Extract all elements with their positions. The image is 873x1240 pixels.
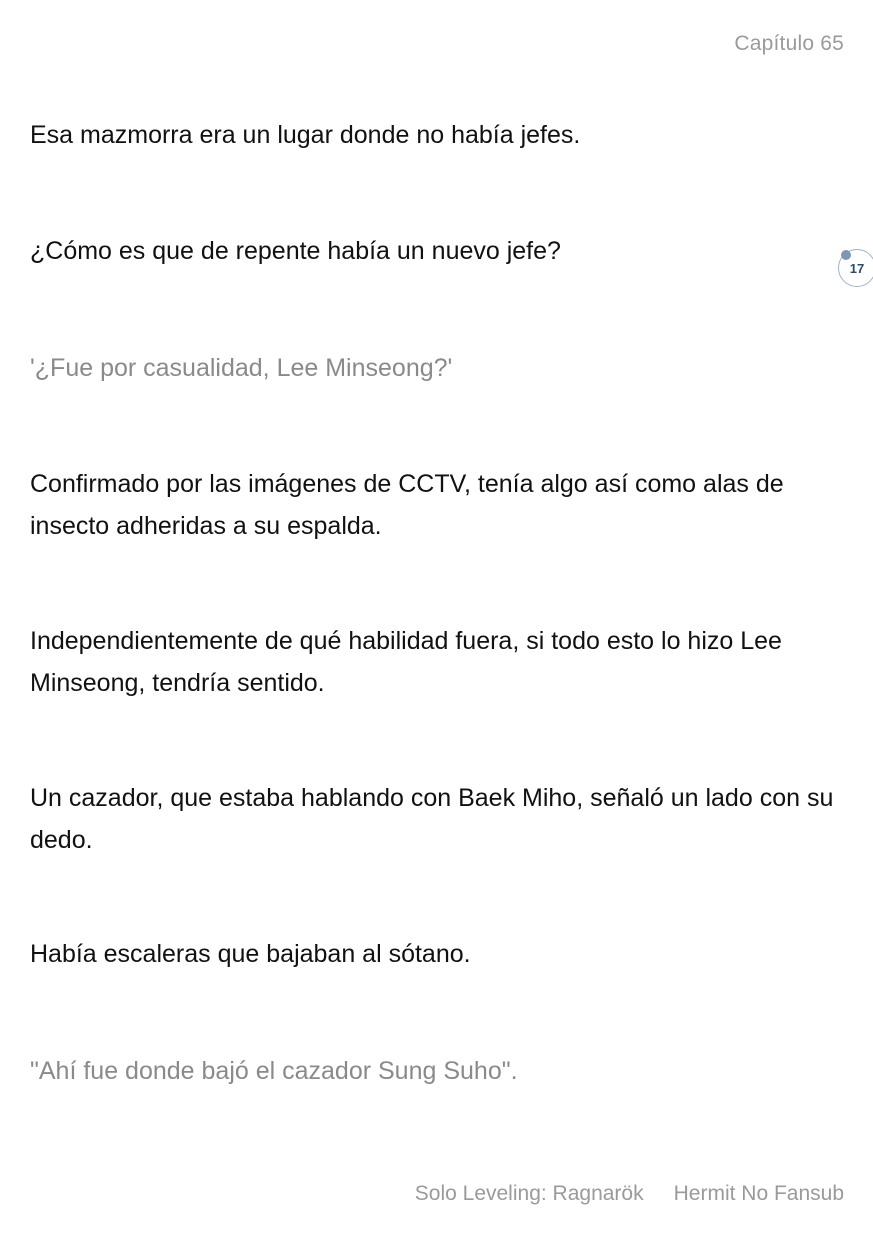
footer [415, 1182, 844, 1206]
paragraph-6: Un cazador, que estaba hablando con Baek Miho, señaló un lado con su dedo. [30, 784, 834, 854]
footer-title: Solo Leveling: Ragnarök [414, 1182, 644, 1205]
comment-count: 17 [849, 260, 865, 276]
paragraph-1: Esa mazmorra era un lugar donde no había jefes. [30, 121, 581, 149]
paragraph-3: '¿Fue por casualidad, Lee Minseong?' [30, 354, 453, 382]
paragraph-2: ¿Cómo es que de repente había un nuevo jefe? [30, 237, 561, 265]
footer-group: Hermit No Fansub [673, 1182, 844, 1205]
notification-dot-icon [841, 250, 851, 260]
paragraph-7: Había escaleras que bajaban al sótano. [30, 940, 471, 968]
paragraph-4: Confirmado por las imágenes de CCTV, tenía algo así como alas de insecto adheridas a su espalda. [30, 470, 784, 540]
paragraph-5: Independientemente de qué habilidad fuera, si todo esto lo hizo Lee Minseong, tendría sentido. [30, 627, 782, 697]
paragraph-8: "Ahí fue donde bajó el cazador Sung Suho". [30, 1057, 518, 1085]
chapter-label: Capítulo 65 [734, 32, 844, 55]
